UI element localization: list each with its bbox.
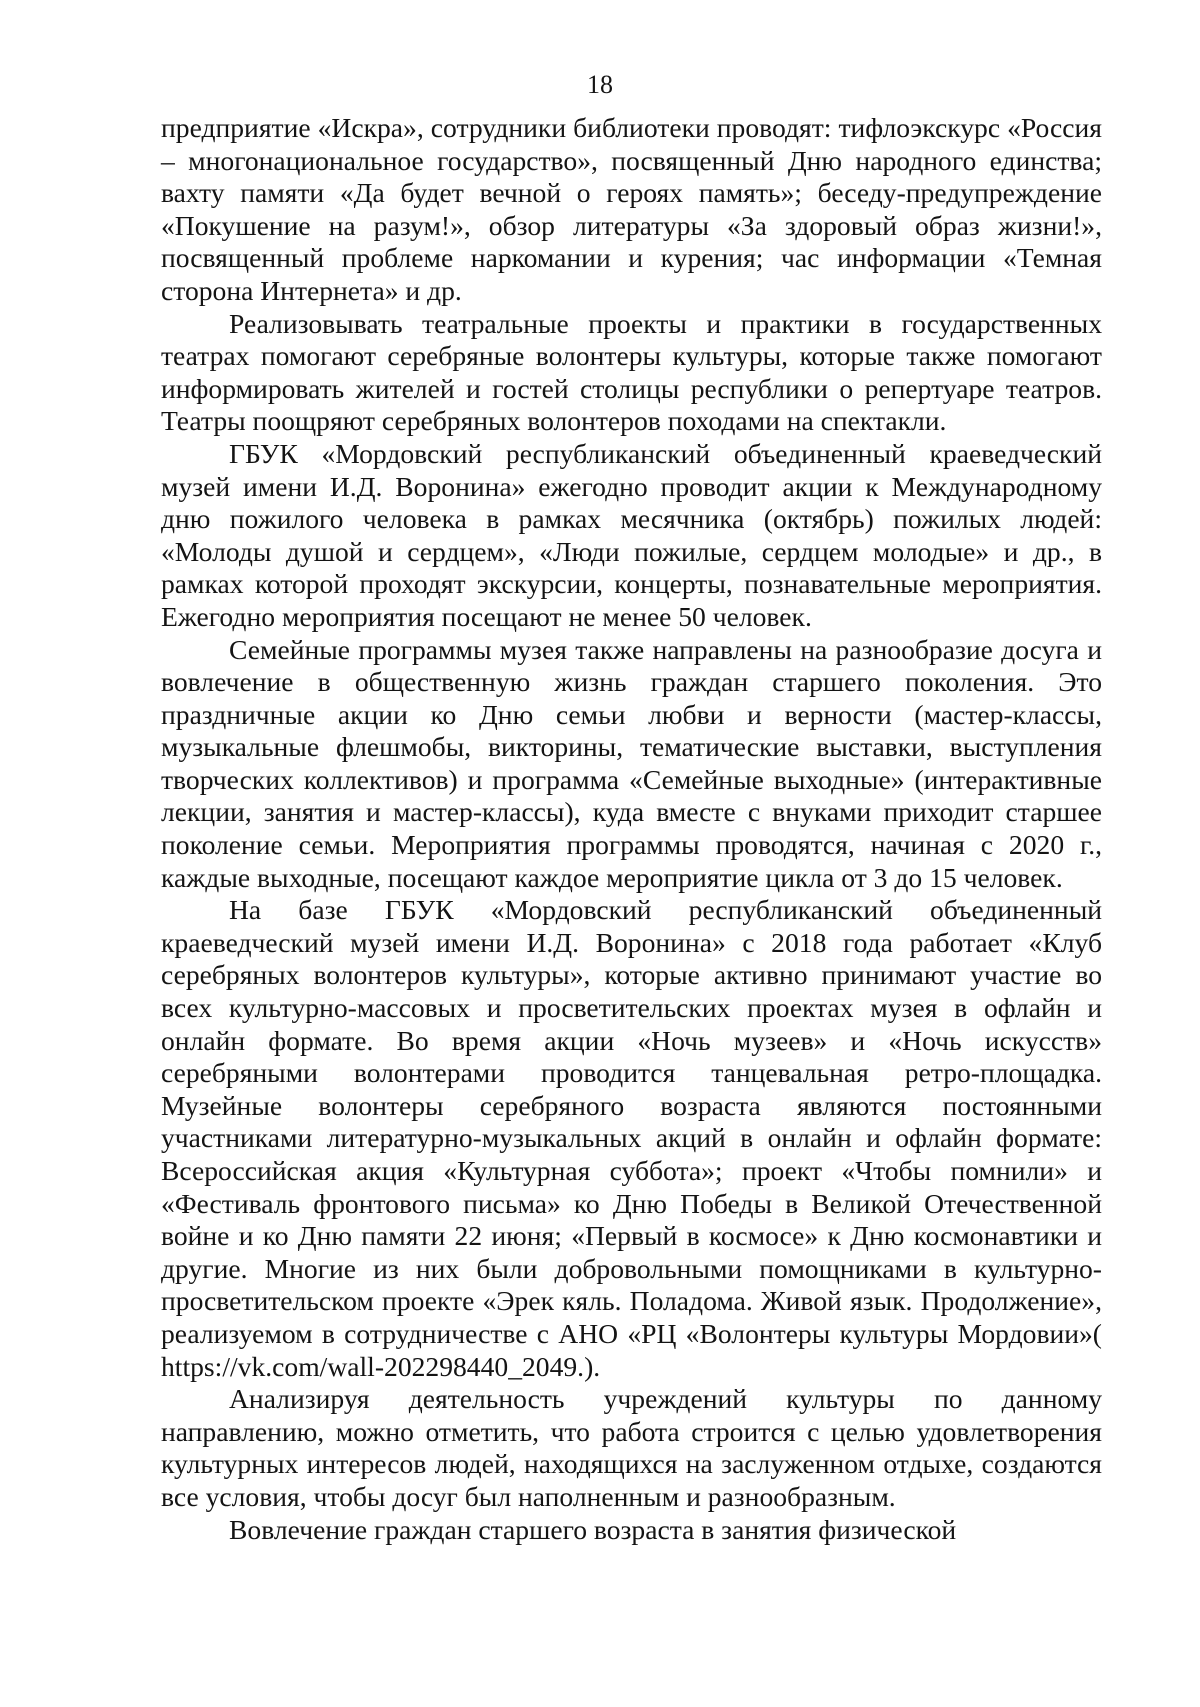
paragraph-3: ГБУК «Мордовский республиканский объединенный краеведческий музей имени И.Д. Воронина» ежегодно проводит акции к Международному дню пожилого человека в рамках месячника (октябрь) пожилых людей: «Молоды душой и сердцем», «Люди пожилые, сердцем молодые» и др., в рамках которой проходят экскурсии, концерты, познавательные мероприятия. Ежегодно мероприятия посещают не менее 50 человек. (161, 437, 1102, 632)
document-body (161, 112, 1102, 1546)
paragraph-2: Реализовывать театральные проекты и практики в государственных театрах помогают серебряные волонтеры культуры, которые также помогают информировать жителей и гостей столицы республики о репертуаре театров. Театры поощряют серебряных волонтеров походами на спектакли. (161, 307, 1102, 437)
paragraph-5: На базе ГБУК «Мордовский республиканский объединенный краеведческий музей имени И.Д. Воронина» с 2018 года работает «Клуб серебряных волонтеров культуры», которые активно принимают участие во всех культурно-массовых и просветительских проектах музея в офлайн и онлайн формате. Во время акции «Ночь музеев» и «Ночь искусств» серебряными волонтерами проводится танцевальная ретро-площадка. Музейные волонтеры серебряного возраста являются постоянными участниками литературно-музыкальных акций в онлайн и офлайн формате: Всероссийская акция «Культурная суббота»; проект «Чтобы помнили» и «Фестиваль фронтового письма» ко Дню Победы в Великой Отечественной войне и ко Дню памяти 22 июня; «Первый в космосе» к Дню космонавтики и другие. Многие из них были добровольными помощниками в культурно-просветительском проекте «Эрек кяль. Поладома. Живой язык. Продолжение», реализуемом в сотрудничестве с АНО «РЦ «Волонтеры культуры Мордовии»( https://vk.com/wall-202298440_2049.). (161, 894, 1102, 1382)
page-number: 18 (587, 70, 613, 99)
paragraph-1: предприятие «Искра», сотрудники библиотеки проводят: тифлоэкскурс «Россия – многонациональное государство», посвященный Дню народного единства; вахту памяти «Да будет вечной о героях память»; беседу-предупреждение «Покушение на разум!», обзор литературы «За здоровый образ жизни!», посвященный проблеме наркомании и курения; час информации «Темная сторона Интернета» и др. (161, 112, 1102, 306)
paragraph-6: Анализируя деятельность учреждений культуры по данному направлению, можно отметить, что работа строится с целью удовлетворения культурных интересов людей, находящихся на заслуженном отдыхе, создаются все условия, чтобы досуг был наполненным и разнообразным. (161, 1383, 1102, 1512)
paragraph-4: Семейные программы музея также направлены на разнообразие досуга и вовлечение в общественную жизнь граждан старшего поколения. Это праздничные акции ко Дню семьи любви и верности (мастер-классы, музыкальные флешмобы, викторины, тематические выставки, выступления творческих коллективов) и программа «Семейные выходные» (интерактивные лекции, занятия и мастер-классы), куда вместе с внуками приходит старшее поколение семьи. Мероприятия программы проводятся, начиная с 2020 г., каждые выходные, посещают каждое мероприятие цикла от 3 до 15 человек. (161, 633, 1102, 893)
paragraph-7: Вовлечение граждан старшего возраста в занятия физической (229, 1513, 957, 1545)
